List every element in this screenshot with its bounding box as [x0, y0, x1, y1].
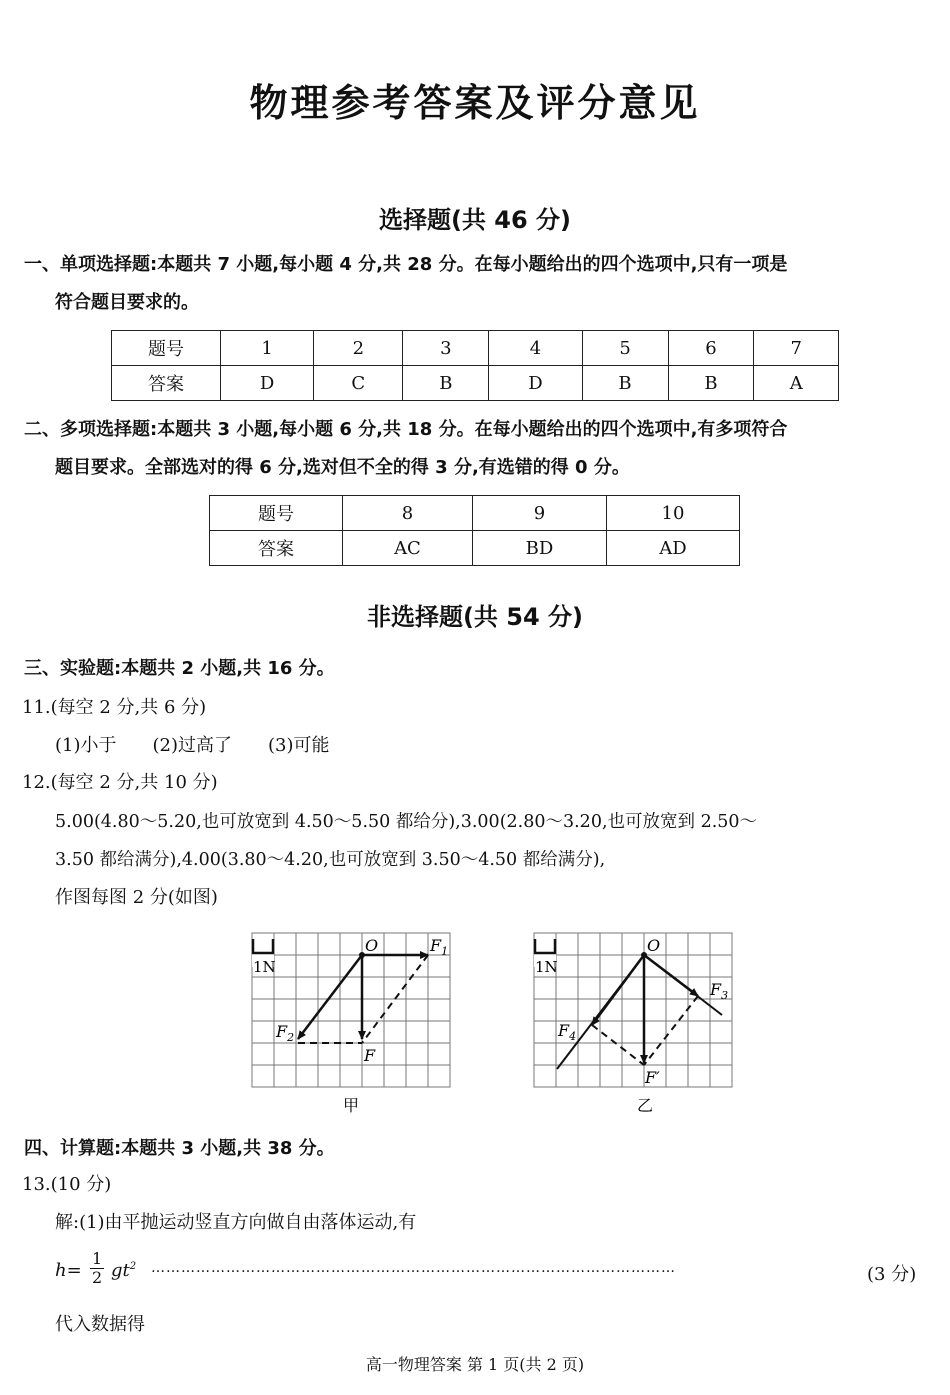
- grid: [534, 933, 732, 1087]
- leader-dots: ……………………………………………………………………………………………: [151, 1260, 676, 1276]
- f2-label: $F_2$: [276, 1022, 295, 1044]
- answer-cell: AD: [607, 531, 740, 566]
- figure-caption: 甲: [343, 1096, 360, 1115]
- answer-cell: D: [221, 366, 314, 401]
- table-row: [112, 331, 839, 366]
- table-row-label: 答案: [210, 531, 343, 566]
- table-row-label: 答案: [112, 366, 221, 401]
- table-row: [210, 531, 740, 566]
- f1-label: $F_1$: [430, 936, 449, 958]
- score-label: (3 分): [867, 1264, 917, 1285]
- part4-heading: 四、计算题:本题共 3 小题,共 38 分。: [24, 1138, 335, 1159]
- q13-header: 13.(10 分): [22, 1174, 112, 1195]
- nonchoice-section-heading: 非选择题(共 54 分): [366, 603, 584, 631]
- parallelogram-side: [644, 996, 698, 1065]
- choice-section-heading: 选择题(共 46 分): [378, 206, 572, 234]
- q12-header: 12.(每空 2 分,共 10 分): [22, 772, 218, 793]
- figure-caption: 乙: [637, 1096, 654, 1115]
- q11-header: 11.(每空 2 分,共 6 分): [22, 697, 207, 718]
- formula-lhs: h=: [55, 1260, 82, 1281]
- answer-cell: B: [582, 366, 668, 401]
- q12-answer-line2: 3.50 都给满分),4.00(3.80～4.20,也可放宽到 3.50～4.50 都给满分),: [55, 850, 606, 870]
- part2-instructions-line2: 题目要求。全部选对的得 6 分,选对但不全的得 3 分,有选错的得 0 分。: [55, 457, 630, 478]
- fraction-numerator: 1: [92, 1249, 103, 1268]
- question-number: 6: [668, 331, 754, 366]
- q12-answer-line3: 作图每图 2 分(如图): [55, 887, 218, 908]
- point-o-label: O: [365, 936, 379, 955]
- formula-rhs: $gt^2$: [111, 1260, 137, 1281]
- answer-cell: BD: [472, 531, 606, 566]
- question-number: 9: [472, 496, 606, 531]
- answer-cell: B: [668, 366, 754, 401]
- q13-solution-line1: 解:(1)由平抛运动竖直方向做自由落体运动,有: [55, 1212, 417, 1233]
- f4-label: $F_4$: [558, 1021, 577, 1043]
- vector-f2: [298, 955, 362, 1039]
- part1-instructions-line1: 一、单项选择题:本题共 7 小题,每小题 4 分,共 28 分。在每小题给出的四个选项中,只有一项是: [24, 254, 788, 275]
- answer-cell: AC: [343, 531, 473, 566]
- formula-fraction: [90, 1250, 104, 1287]
- q13-formula-line: [55, 1250, 935, 1294]
- f-label: F: [364, 1046, 376, 1065]
- question-number: 1: [221, 331, 314, 366]
- part1-instructions-line2: 符合题目要求的。: [55, 292, 199, 313]
- answer-cell: C: [314, 366, 403, 401]
- part3-heading: 三、实验题:本题共 2 小题,共 16 分。: [24, 658, 335, 679]
- q11-answers: (1)小于 (2)过高了 (3)可能: [55, 735, 330, 756]
- multi-choice-answer-table: [209, 495, 740, 566]
- point-o-label: O: [647, 936, 661, 955]
- q12-answer-line1: 5.00(4.80～5.20,也可放宽到 4.50～5.50 都给分),3.00(2.80～3.20,也可放宽到 2.50～: [55, 812, 758, 832]
- question-number: 5: [582, 331, 668, 366]
- q13-solution-line2: 代入数据得: [55, 1314, 145, 1335]
- question-number: 3: [403, 331, 489, 366]
- page-footer: 高一物理答案 第 1 页(共 2 页): [365, 1355, 585, 1374]
- question-number: 4: [489, 331, 582, 366]
- scale-label: 1N: [253, 958, 276, 976]
- force-diagram-jia: [240, 925, 470, 1120]
- table-row-label: 题号: [210, 496, 343, 531]
- force-diagram-yi: [522, 925, 752, 1120]
- scale-label: 1N: [535, 958, 558, 976]
- question-number: 2: [314, 331, 403, 366]
- answer-cell: D: [489, 366, 582, 401]
- question-number: 7: [754, 331, 839, 366]
- question-number: 10: [607, 496, 740, 531]
- single-choice-answer-table: [111, 330, 839, 401]
- part2-instructions-line1: 二、多项选择题:本题共 3 小题,每小题 6 分,共 18 分。在每小题给出的四个选项中,有多项符合: [24, 419, 788, 440]
- table-row: [210, 496, 740, 531]
- page-title: 物理参考答案及评分意见: [249, 81, 701, 125]
- vector-f3: [644, 955, 698, 996]
- question-number: 8: [343, 496, 473, 531]
- f3-label: $F_3$: [710, 980, 729, 1002]
- table-row-label: 题号: [112, 331, 221, 366]
- answer-cell: B: [403, 366, 489, 401]
- fraction-denominator: 2: [92, 1268, 103, 1287]
- table-row: [112, 366, 839, 401]
- answer-cell: A: [754, 366, 839, 401]
- f-prime-label: F′: [645, 1068, 660, 1087]
